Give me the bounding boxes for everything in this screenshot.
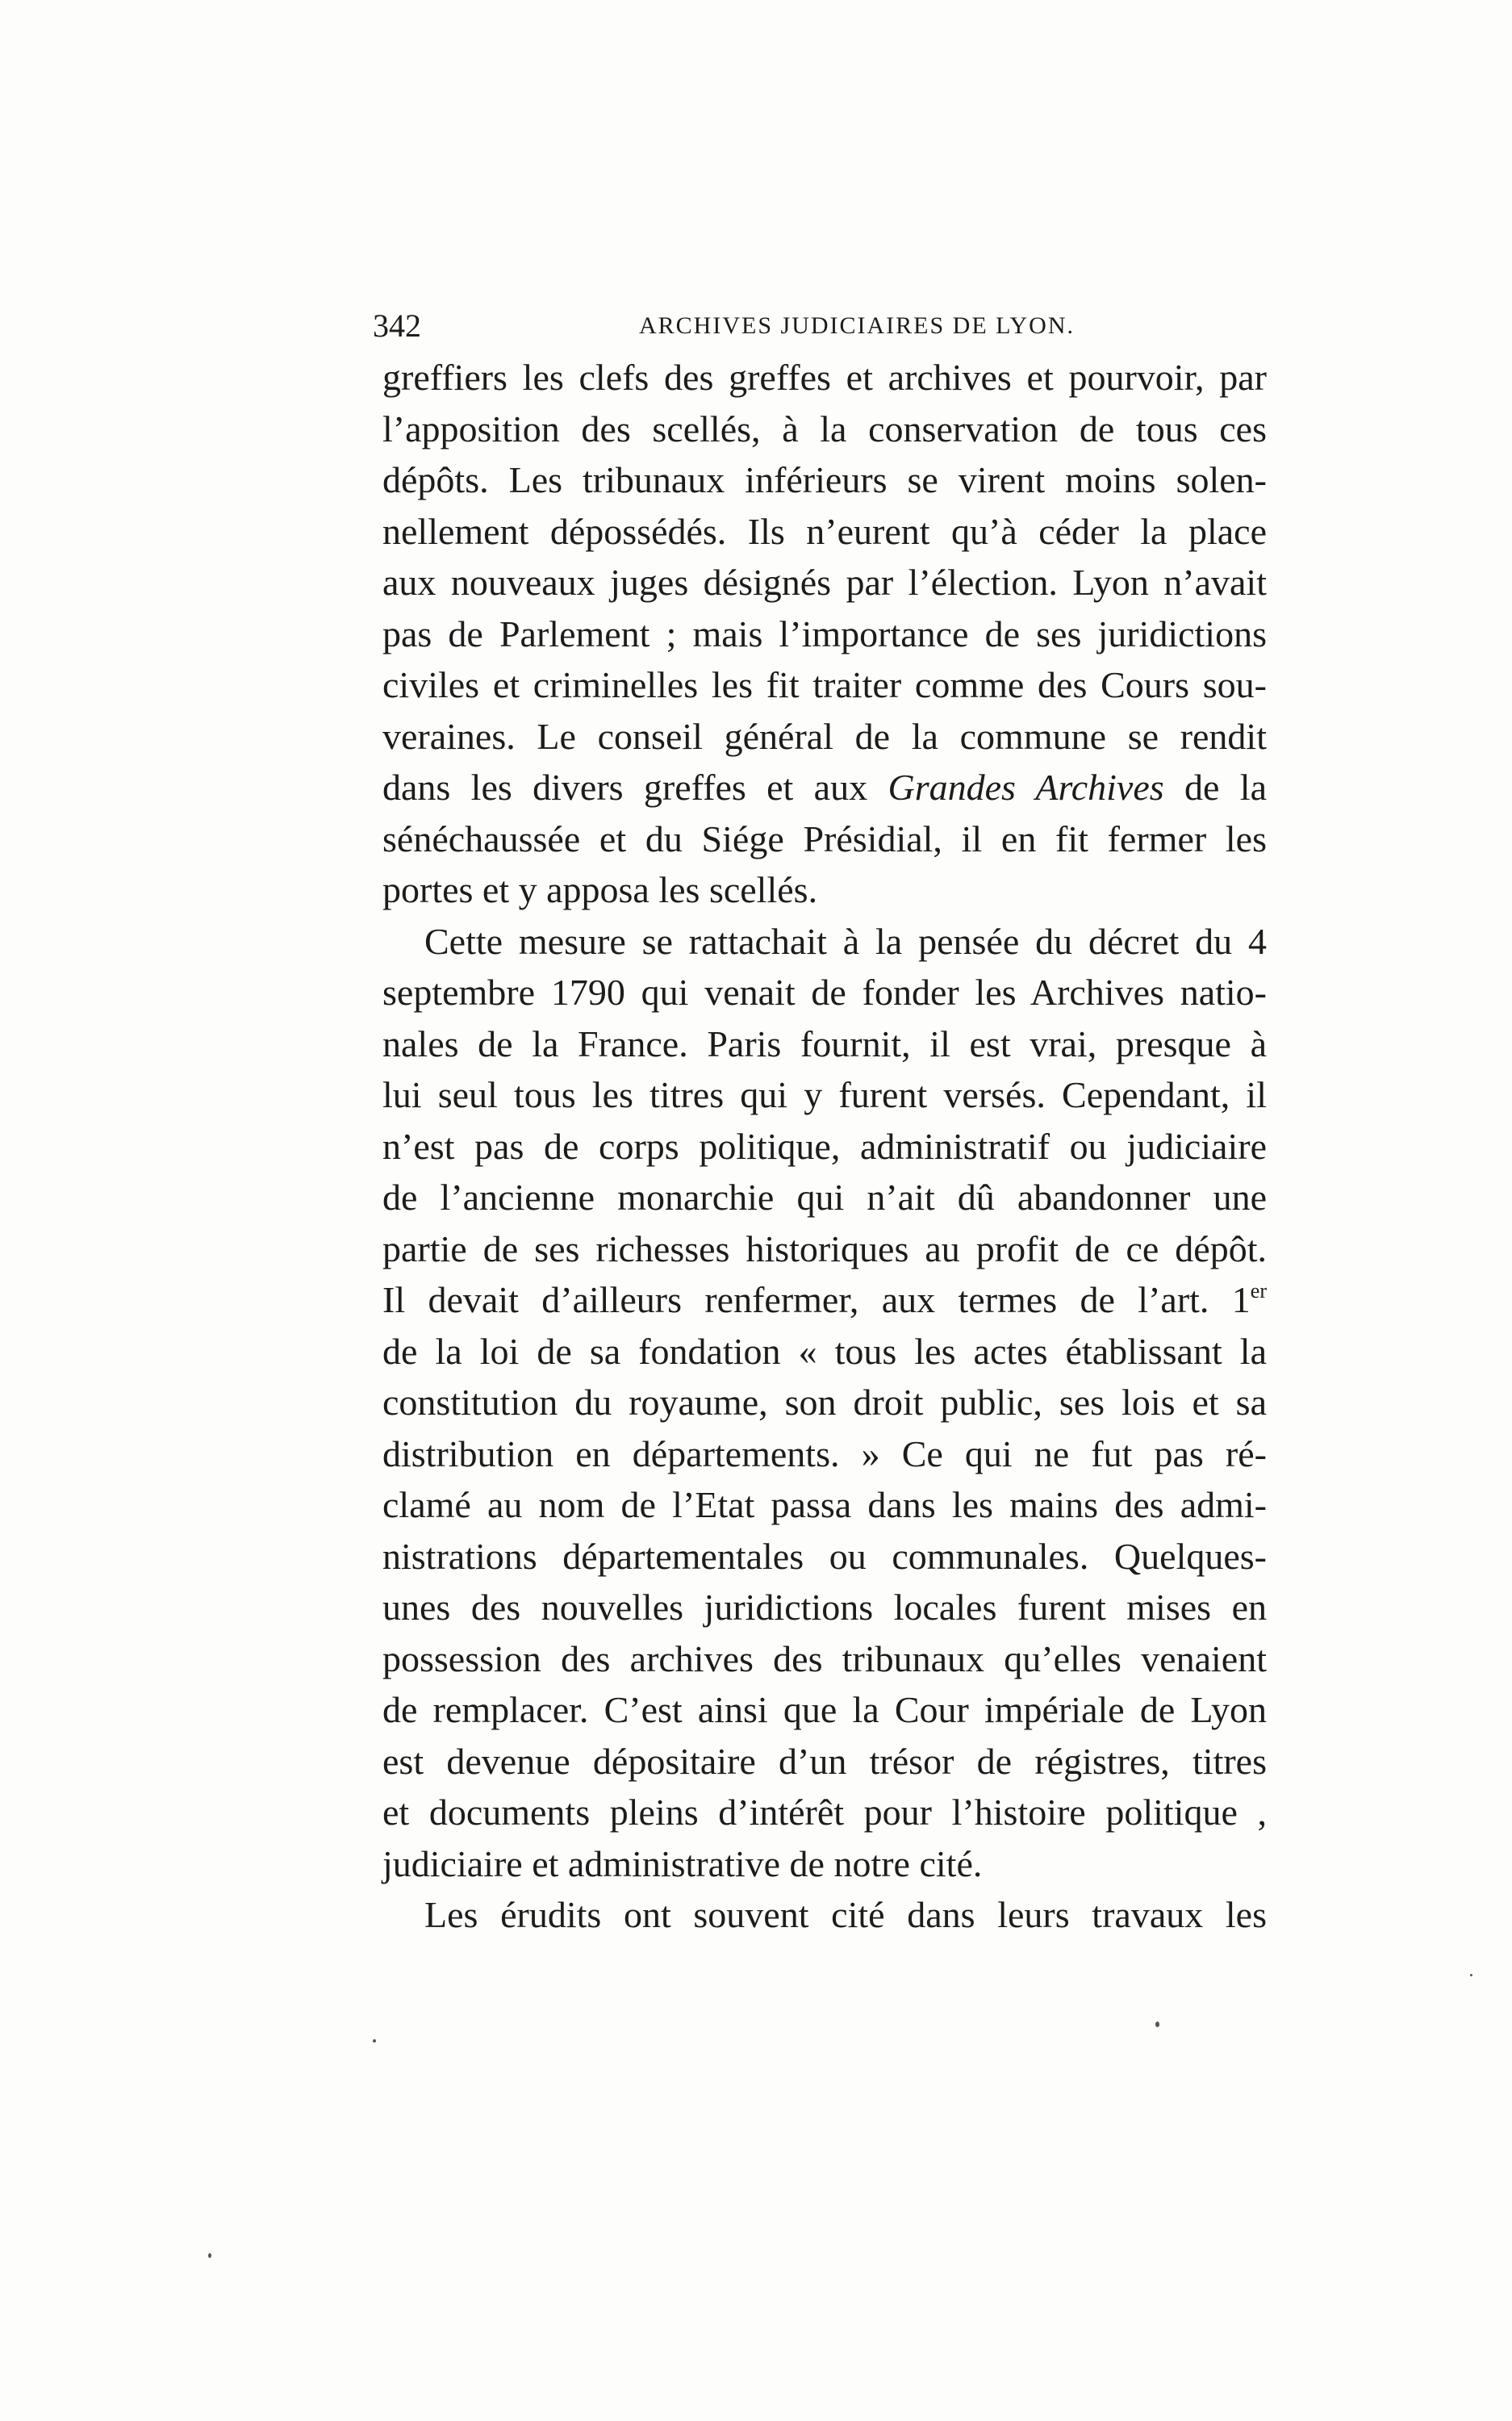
superscript: er <box>1250 1279 1267 1302</box>
text-line: de l’ancienne monarchie qui n’ait dû abandonner une <box>382 1177 1267 1218</box>
text-line: veraines. Le conseil général de la commune se rendit <box>382 715 1267 757</box>
text-line-with-superscript <box>382 1274 1267 1326</box>
text-line: nales de la France. Paris fournit, il est vrai, presque à <box>382 1022 1267 1064</box>
text-line: est devenue dépositaire d’un trésor de régistres, titres <box>382 1740 1267 1782</box>
text-line: partie de ses richesses historiques au profit de ce dépôt. <box>382 1227 1267 1269</box>
text-line: sénéchaussée et du Siége Présidial, il en fit fermer les <box>382 817 1267 859</box>
text-line: judiciaire et administrative de notre cité. <box>382 1842 983 1884</box>
scan-speck <box>208 2253 211 2258</box>
text-line: clamé au nom de l’Etat passa dans les mains des admi- <box>382 1484 1267 1525</box>
text-line: distribution en départements. » Ce qui ne fut pas ré- <box>382 1432 1267 1474</box>
text-line: possession des archives des tribunaux qu’elles venaient <box>382 1637 1267 1679</box>
text-line: n’est pas de corps politique, administratif ou judiciaire <box>382 1125 1267 1167</box>
text-line: nellement dépossédés. Ils n’eurent qu’à céder la place <box>382 510 1267 552</box>
text-line: unes des nouvelles juridictions locales furent mises en <box>382 1587 1267 1628</box>
scan-speck <box>1470 1974 1472 1976</box>
text-line: dépôts. Les tribunaux inférieurs se virent moins solen- <box>382 459 1267 500</box>
text-line: Cette mesure se rattachait à la pensée du décret du 4 <box>424 920 1267 962</box>
text-line: constitution du royaume, son droit public, ses lois et sa <box>382 1382 1267 1423</box>
text-line: Les érudits ont souvent cité dans leurs travaux les <box>424 1894 1267 1935</box>
text-line: pas de Parlement ; mais l’importance de ses juridictions <box>382 613 1267 654</box>
running-head <box>373 305 1268 347</box>
italic-title: Grandes Archives <box>888 767 1164 808</box>
text-line: portes et y apposa les scellés. <box>382 869 818 910</box>
text-line: lui seul tous les titres qui y furent versés. Cependant, il <box>382 1074 1267 1115</box>
page-number: 342 <box>373 307 421 344</box>
body-text <box>382 352 1267 1941</box>
text-line: de la loi de sa fondation « tous les actes établissant la <box>382 1330 1267 1372</box>
text-line: et documents pleins d’intérêt pour l’histoire politique , <box>382 1792 1267 1833</box>
text-line: septembre 1790 qui venait de fonder les Archives natio- <box>382 972 1267 1013</box>
scan-speck <box>373 2039 376 2043</box>
text-fragment: de la <box>1163 767 1268 808</box>
scan-speck <box>1155 2022 1159 2027</box>
text-line: nistrations départementales ou communales. Quelques- <box>382 1535 1267 1577</box>
text-line: aux nouveaux juges désignés par l’élection. Lyon n’avait <box>382 562 1267 603</box>
text-line-with-italic <box>382 762 1267 813</box>
text-fragment: Il devait d’ailleurs renfermer, aux termes de l’art. 1 <box>382 1279 1251 1320</box>
text-line: l’apposition des scellés, à la conservation de tous ces <box>382 408 1267 449</box>
text-line: de remplacer. C’est ainsi que la Cour impériale de Lyon <box>382 1689 1267 1730</box>
text-fragment: dans les divers greffes et aux <box>382 767 888 808</box>
text-line: greffiers les clefs des greffes et archives et pourvoir, par <box>382 357 1267 398</box>
text-line: civiles et criminelles les fit traiter comme des Cours sou- <box>382 664 1267 705</box>
running-title: ARCHIVES JUDICIAIRES DE LYON. <box>639 312 1075 339</box>
